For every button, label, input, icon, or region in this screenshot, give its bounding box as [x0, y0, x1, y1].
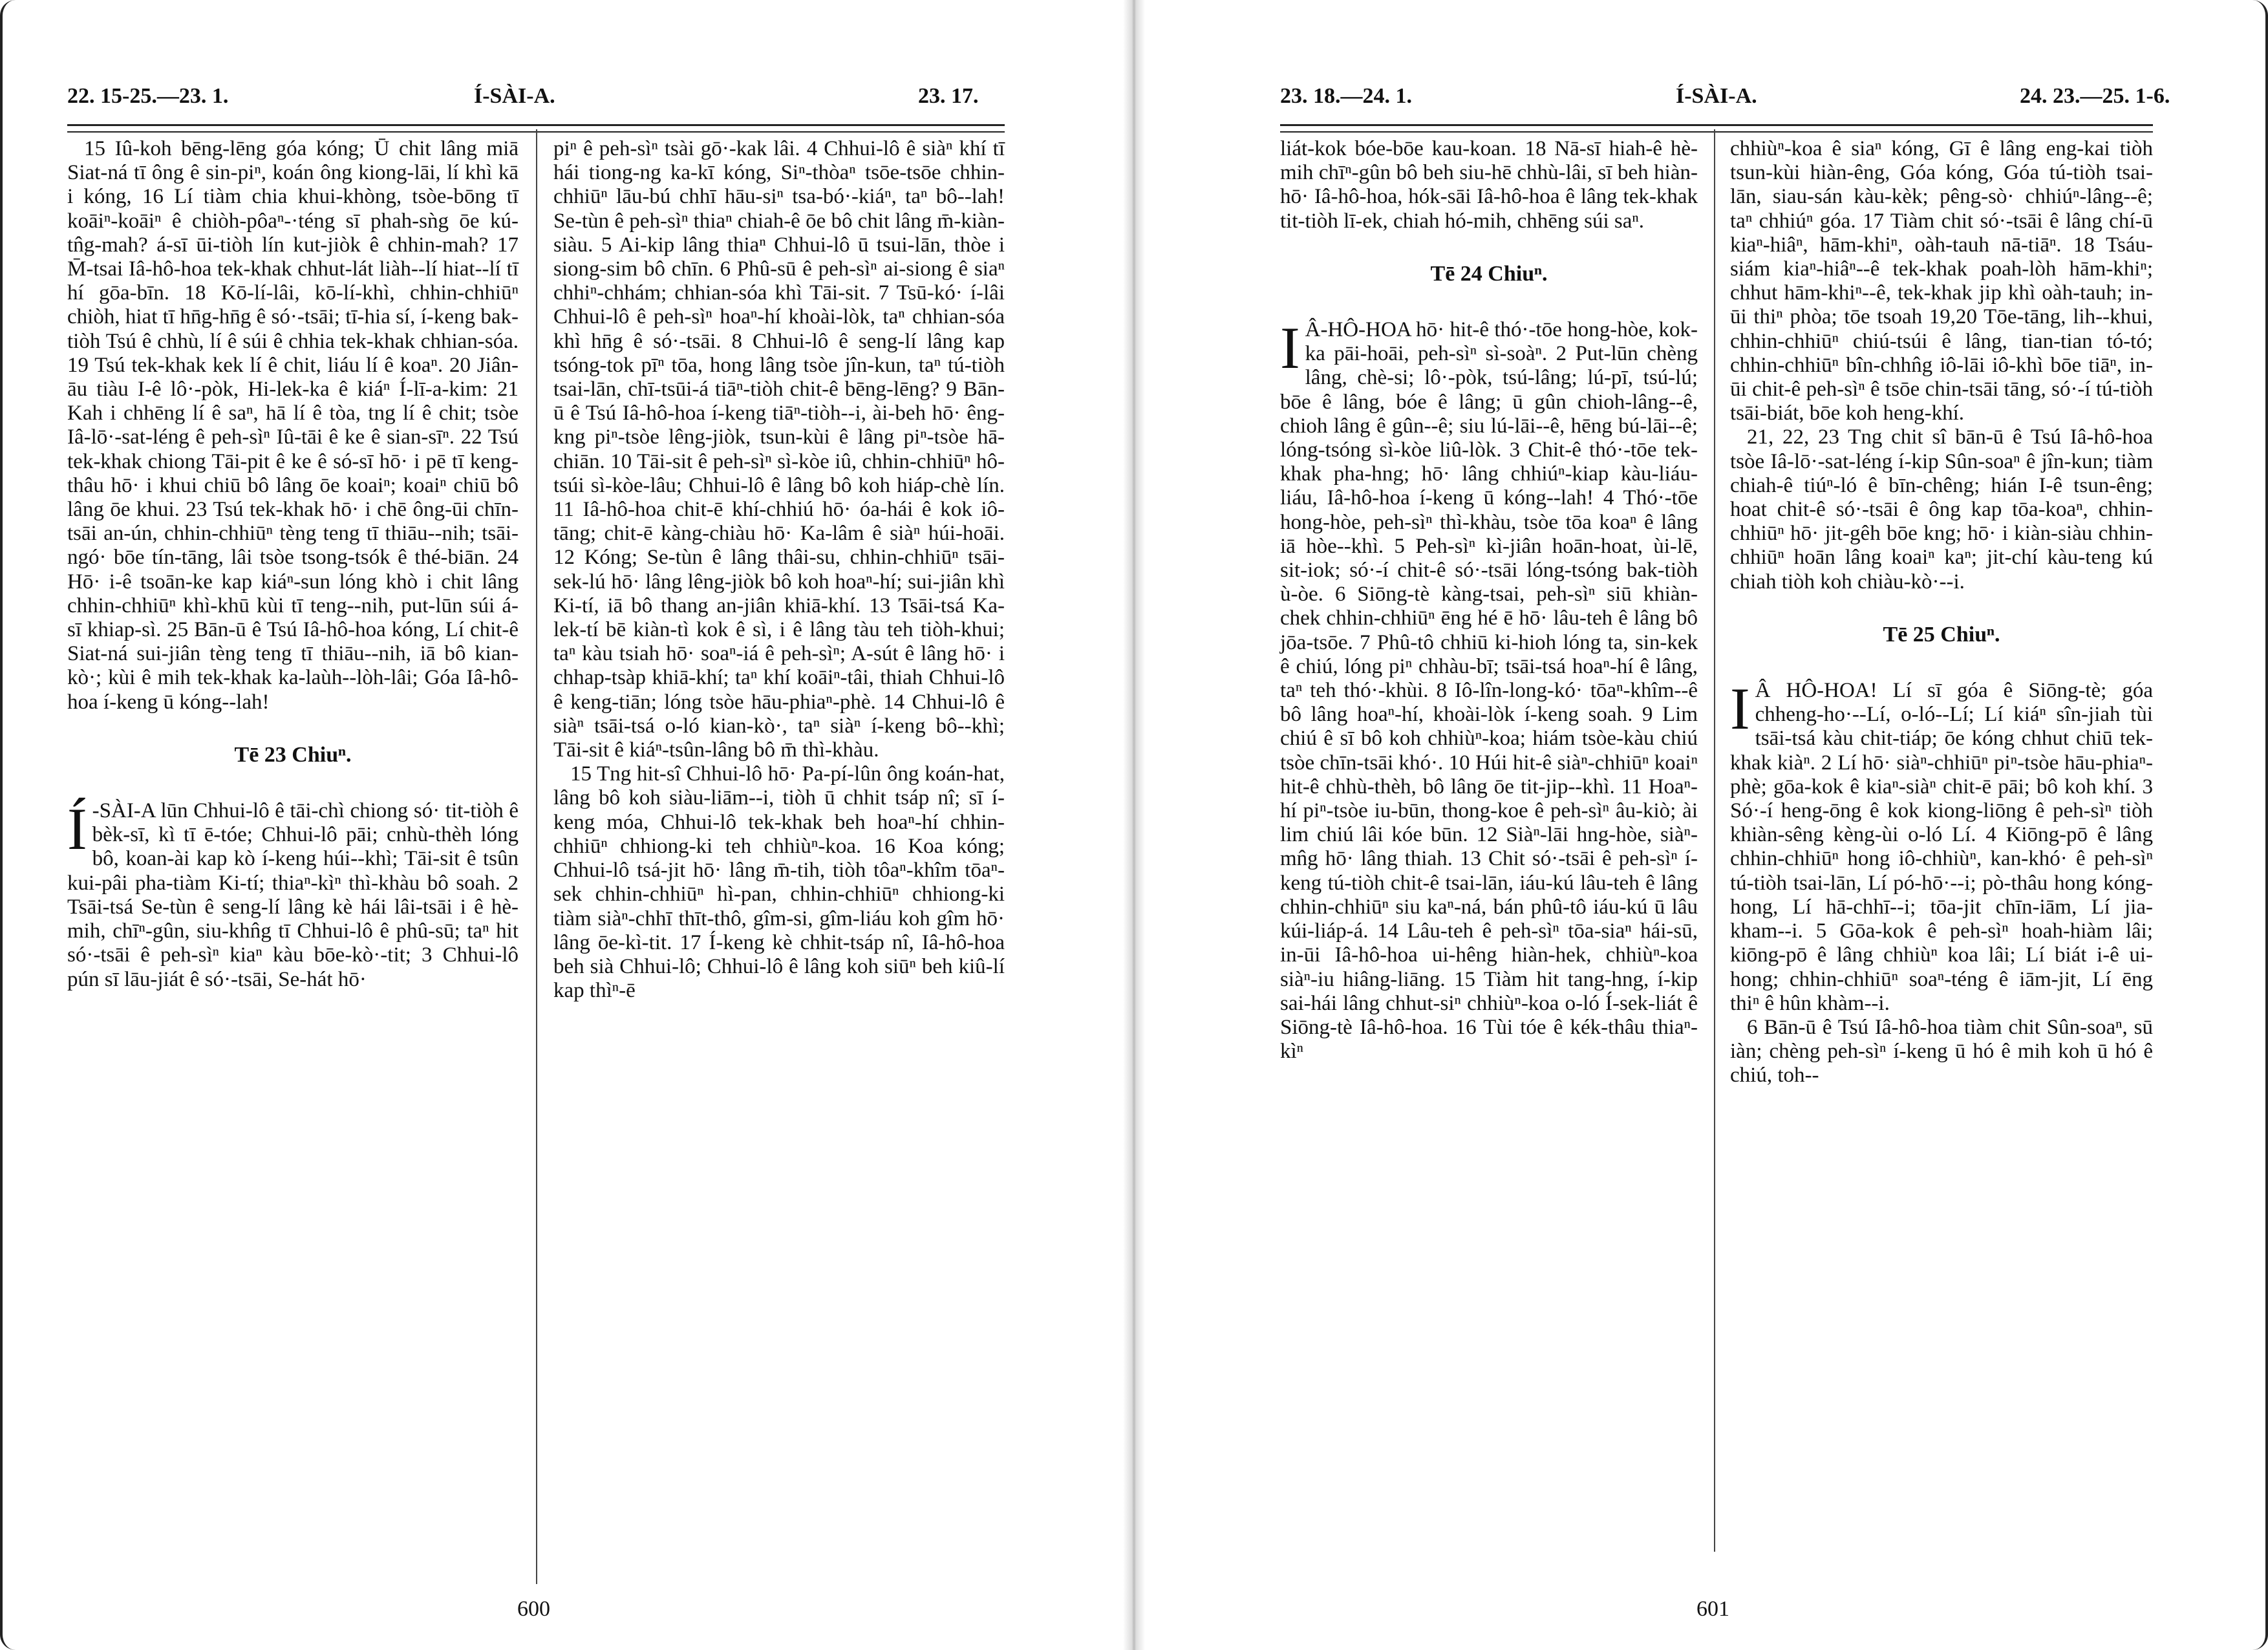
header-book-title: Í-SÀI-A. — [474, 84, 555, 108]
text-column-1 — [1280, 137, 1698, 1064]
drop-cap: I — [1280, 315, 1300, 381]
header-verse-range-left: 23. 18.—24. 1. — [1280, 84, 1412, 108]
paragraph-text: -SÀI-A lūn Chhui-lô ê tāi-chì chiong só· tit-tiòh ê bèk-sī, kì tī ē-tóe; Chhui-lô pāi; cnhù-thèh lóng bô, koan-ài kap kò í-keng húi--khì; Tāi-sit ê tsûn kui-pâi pha-tiàm Ki-tí; thiaⁿ-kìⁿ thì-khàu bô soah. 2 Tsāi-tsá Se-tùn ê seng-lí lâng kè hái lâi-tsāi i ê hè-mih, chīⁿ-gûn, siu-khn̂g tī Chhui-lô ê phû-sū; taⁿ hit só·-tsāi ê peh-sìⁿ kiaⁿ kàu bōe-kò·-tit; 3 Chhui-lô pún sī lāu-jiát ê só·-tsāi, Se-hát hō· — [67, 799, 519, 991]
page-number: 600 — [517, 1597, 550, 1621]
text-column-1 — [67, 137, 519, 992]
paragraph: 6 Bān-ū ê Tsú Iâ-hô-hoa tiàm chit Sûn-soaⁿ, sū iàn; chèng peh-sìⁿ í-keng ū hó ê mih koh ū hó ê chiú, toh-- — [1730, 1015, 2153, 1088]
header-verse-range-right: 24. 23.—25. 1-6. — [2020, 84, 2170, 108]
right-page — [1134, 0, 2268, 1650]
paragraph: piⁿ ê peh-sìⁿ tsài gō·-kak lâi. 4 Chhui-lô ê siàⁿ khí tī hái tiong-ng ka-kī kóng, Siⁿ-thòaⁿ tsōe-tsōe chhin-chhiūⁿ lāu-bú chhī hāu-siⁿ tsa-bó·-kiáⁿ, taⁿ bô--lah! Se-tùn ê peh-sìⁿ thiaⁿ chiah-ê ōe bô chit lâng m̄-kiàn-siàu. 5 Ai-kip lâng thiaⁿ Chhui-lô ū tsui-lān, thòe i siong-sim bô chīn. 6 Phû-sū ê peh-sìⁿ ai-siong ê siaⁿ chhiⁿ-chhám; chhian-sóa khì Tāi-sit. 7 Tsū-kó· í-lâi Chhui-lô ê peh-sìⁿ hoaⁿ-hí khoài-lòk, taⁿ chhian-sóa khì hn̄g ê só·-tsāi. 8 Chhui-lô ê seng-lí lâng kap tsóng-tok pīⁿ tōa, hong lâng tsòe jîn-kun, taⁿ tú-tiòh tsai-lān, chī-tsūi-á tiāⁿ-tiòh chit-ê bēng-lēng? 9 Bān-ū ê Tsú Iâ-hô-hoa í-keng tiāⁿ-tiòh--i, ài-beh hō· êng-kng piⁿ-tsòe lêng-jiòk, tsun-kùi ê lâng piⁿ-tsòe hā-chiān. 10 Tāi-sit ê peh-sìⁿ sì-kòe iû, chhin-chhiūⁿ hô-tsúi sì-kòe-lâu; Chhui-lô ê lâng bô koh hiáp-chè lín. 11 Iâ-hô-hoa chit-ē khí-chhiú hō· óa-hái ê kok iô-tāng; chit-ē kàng-chiàu hō· Ka-lâm ê siàⁿ húi-hoāi. 12 Kóng; Se-tùn ê lâng thâi-su, chhin-chhiūⁿ tsāi-sek-lú hō· lâng lêng-jiòk bô koh hoaⁿ-hí; sui-jiân khì Ki-tí, iā bô thang an-jiân khiā-khí. 13 Tsāi-tsá Ka-lek-tí bē kiàn-tì kok ê sì, i ê lâng tàu teh tiòh-khui; taⁿ kàu tsiah hō· soaⁿ-iá ê peh-sìⁿ; A-sút ê lâng hō· i chhap-tsàp khiā-khí; taⁿ khí koāiⁿ-tâi, thiah Chhui-lô ê keng-tiān; lóng tsòe hāu-phiaⁿ-phè. 14 Chhui-lô ê siàⁿ tsāi-tsá o-ló kian-kò·, taⁿ siàⁿ í-keng bô--khì; Tāi-sit ê kiáⁿ-tsûn-lâng bô m̄ thì-khàu. — [553, 137, 1005, 762]
header-verse-range-left: 22. 15-25.—23. 1. — [67, 84, 229, 108]
drop-cap: I — [1730, 676, 1750, 742]
paragraph — [1280, 315, 1698, 1064]
paragraph: 15 Tng hit-sî Chhui-lô hō· Pa-pí-lûn ông koán-hat, lâng bô koh siàu-liām--i, tiòh ū chhit tsáp nî; sī í-keng móa, Chhui-lô tek-khak beh hoaⁿ-hí chhin-chhiūⁿ chhiong-ki teh chhiùⁿ-koa. 16 Koa kóng; Chhui-lô tsá-jit hō· lâng m̄-tih, tiòh tôaⁿ-khîm tōaⁿ-sek chhin-chhiūⁿ hì-pan, chhin-chhiūⁿ chhiong-ki tiàm siàⁿ-chhī thīt-thô, gîm-si, gîm-liáu koh gîm hō· lâng ōe-kì-tit. 17 Í-keng kè chhit-tsáp nî, Iâ-hô-hoa beh sià Chhui-lô; Chhui-lô ê lâng koh siūⁿ beh kiû-lí kap thìⁿ-ē — [553, 762, 1005, 1003]
column-divider — [1714, 129, 1715, 1552]
chapter-heading: Tē 24 Chiuⁿ. — [1430, 261, 1548, 286]
paragraph-text: Â HÔ-HOA! Lí sī góa ê Siōng-tè; góa chheng-ho·--Lí, o-ló--Lí; Lí kiáⁿ sîn-jiah tùi tsāi-tsá kàu chit-tiáp; ōe kóng chhut chiū tek-khak kiàⁿ. 2 Lí hō· siàⁿ-chhiūⁿ piⁿ-tsòe hāu-phiaⁿ-phè; gōa-kok ê kiaⁿ-siàⁿ chit-ē pāi; bô koh khí. 3 Só·-í heng-ōng ê kok kiong-liōng ê peh-sìⁿ tiòh khiàn-sêng kèng-ùi o-ló Lí. 4 Kiōng-pō ê lâng chhin-chhiūⁿ hong iô-chhiùⁿ, kan-khó· ê peh-sìⁿ tú-tiòh tsai-lān, Lí pó-hō·--i; pò-thâu hong kóng-hong, Lí hā-chhī--i; tōa-jit chīn-iām, Lí jia-kham--i. 5 Gōa-kok ê peh-sìⁿ hoah-hiàm lâi; kiōng-pō ê lâng chhiùⁿ koa lâi; Lí biát i-ê ui-hong; chhin-chhiūⁿ soaⁿ-téng ê iām-jit, Lí ēng thiⁿ ê hûn khàm--i. — [1730, 679, 2153, 1015]
paragraph: liát-kok bóe-bōe kau-koan. 18 Nā-sī hiah-ê hè-mih chīⁿ-gûn bô beh siu-hē chhù-lâi, sī beh hiàn-hō· Iâ-hô-hoa, hók-sāi Iâ-hô-hoa ê lâng tek-khak tit-tiòh lī-ek, chiah hó-mih, chhēng súi saⁿ. — [1280, 137, 1698, 233]
page-number: 601 — [1696, 1597, 1729, 1621]
paragraph: chhiùⁿ-koa ê siaⁿ kóng, Gī ê lâng eng-kai tiòh tsun-kùi hiàn-êng, Góa kóng, Góa tú-tiòh tsai-lān, siau-sán kàu-kèk; pêng-sò· chhiúⁿ-lâng--ê; taⁿ chhiúⁿ góa. 17 Tiàm chit só·-tsāi ê lâng chí-ū kiaⁿ-hiâⁿ, hām-khiⁿ, oàh-tauh nā-tiāⁿ. 18 Tsáu-siám kiaⁿ-hiâⁿ--ê tek-khak poah-lòh hām-khiⁿ; chhut hām-khiⁿ--ê, tek-khak jip khì oàh-tauh; in-ūi thiⁿ phòa; tōe tsoah 19,20 Tōe-tāng, lih--khui, chhin-chhiūⁿ chiú-tsúi ê lâng, tian-tian tó-tó; chhin-chhiūⁿ bîn-chhn̂g iô-lāi iô-khì bōe tiāⁿ, in-ūi chit-ê peh-sìⁿ ê tsōe chin-tsāi tāng, só·-í tú-tiòh tsāi-biát, bōe koh heng-khí. — [1730, 137, 2153, 425]
paragraph — [1730, 676, 2153, 1016]
header-rule — [1280, 124, 2153, 133]
paragraph: 15 Iû-koh bēng-lēng góa kóng; Ū chit lâng miā Siat-ná tī ông ê sin-piⁿ, koán ông kiong-lāi, lí khì kā i kóng, 16 Lí tiàm chia khui-khòng, tsòe-bōng tī koāiⁿ-koāiⁿ ê chiòh-pôaⁿ-·téng sī phah-sǹg ōe kú-tn̂g-mah? á-sī ūi-tiòh lín kut-jiòk ê chhin-mah? 17 M̄-tsai Iâ-hô-hoa tek-khak chhut-lát liàh--lí hiat--lí tī hí gōa-bīn. 18 Kō-lí-lâi, kō-lí-khì, chhin-chhiūⁿ chiòh, hiat tī hn̄g-hn̄g ê só·-tsāi; tī-hia sí, í-keng bak-tiòh Tsú ê chhù, lí ê súi ê chhia tek-khak chhian-sóa. 19 Tsú tek-khak kek lí ê chit, liáu lí ê koaⁿ. 20 Jiân-āu tiàu I-ê lô·-pòk, Hi-lek-ka ê kiáⁿ Í-lī-a-kim: 21 Kah i chhēng lí ê saⁿ, hā lí ê tòa, tng lí ê chit; tsòe Iâ-lō·-sat-léng ê peh-sìⁿ Iû-tāi ê ke ê sian-sīⁿ. 22 Tsú tek-khak chiong Tāi-pit ê ke ê só-sī hō· i pē tī keng-thâu hō· i khui chiū bô lâng ōe koaiⁿ; koaiⁿ chiū bô lâng ōe khui. 23 Tsú tek-khak hō· i chē ông-ūi chīn-tsāi an-ún, chhin-chhiūⁿ tèng teng tī thiāu--nih; tsāi-ngó· bōe tín-tāng, lâi tsòe tsong-tsók ê thé-biān. 24 Hō· i-ê tsoān-ke kap kiáⁿ-sun lóng khò i chit lâng chhin-chhiūⁿ khì-khū kùi tī teng--nih, put-lūn súi á-sī khiap-sì. 25 Bān-ū ê Tsú Iâ-hô-hoa kóng, Lí chit-ê Siat-ná sui-jiân tèng teng tī thiāu--nih, iā bô kian-kò·; kùi ê mih tek-khak ka-laùh--lòh-lâi; Góa Iâ-hô-hoa í-keng ū kóng--lah! — [67, 137, 519, 714]
chapter-heading: Tē 23 Chiuⁿ. — [234, 742, 352, 767]
running-header — [0, 76, 1134, 115]
paragraph-text: Â-HÔ-HOA hō· hit-ê thó·-tōe hong-hòe, kok-ka pāi-hoāi, peh-sìⁿ sì-soàⁿ. 2 Put-lūn chèng lâng, chè-si; lô·-pòk, tsú-lâng; lú-pī, tsú-lú; bōe ê lâng, bóe ê lâng; ū gûn chioh-lâng--ê, chioh lâng ê gûn--ê; siu lú-lāi--ê, hēng bú-lāi--ê; lóng-tsóng sì-kòe liû-lòk. 3 Chit-ê thó·-tōe tek-khak pha-hng; hō· lâng chhiúⁿ-kiap kàu-liáu-liáu, Iâ-hô-hoa í-keng ū kóng--lah! 4 Thó·-tōe hong-hòe, peh-sìⁿ thì-khàu, tsòe tōa koaⁿ ê lâng iā hòe--khì. 5 Peh-sìⁿ kì-jiân hoān-hoat, ùi-lē, sit-iok; só·-í chit-ê só·-tsāi lóng-tsóng bak-tiòh ù-òe. 6 Siōng-tè kàng-tsai, peh-sìⁿ siū khiàn-chek chhin-chhiūⁿ ēng hé ē hō· lâu-teh ê lâng bô jōa-tsōe. 7 Phû-tô chhiū ki-hioh lóng ta, sin-kek ê chiú, lóng piⁿ chhàu-bī; tsāi-tsá hoaⁿ-hí ê lâng, taⁿ teh thó·-khùi. 8 Iô-lîn-long-kó· tōaⁿ-khîm--ê bô lâng hoaⁿ-hí, khoài-lòk í-keng soah. 9 Lim chiú ê sī bô koh chhiùⁿ-koa; hiám tsòe-kàu chiú tsòe chīn-tsāi khó·. 10 Húi hit-ê siàⁿ-chhiūⁿ koaiⁿ hit-ê chhù-thèh, bô lâng ōe tit-jip--khì. 11 Hoaⁿ-hí piⁿ-tsòe iu-būn, thong-koe ê peh-sìⁿ âu-kiò; ài lim chiú lâi kóe būn. 12 Siàⁿ-lāi hng-hòe, siàⁿ-mn̂g hō· lâng thiah. 13 Chit só·-tsāi ê peh-sìⁿ í-keng tú-tiòh chit-ê tsai-lān, iáu-kú lâu-teh ê lâng chhin-chhiūⁿ siu kaⁿ-ná, bán phû-tô iáu-kú ū lâu kúi-liáp-á. 14 Lâu-teh ê peh-sìⁿ tōa-siaⁿ hái-sū, in-ūi Iâ-hô-hoa ui-hêng hiàn-hek, chhiùⁿ-koa siàⁿ-iu hiâng-liāng. 15 Tiàm hit tang-hng, í-kip sai-hái lâng chhut-siⁿ chhiùⁿ-koa o-ló Í-sek-liát ê Siōng-tè Iâ-hô-hoa. 16 Tùi tóe ê kék-thâu thiaⁿ-kìⁿ — [1280, 318, 1698, 1064]
column-divider — [536, 129, 537, 1584]
text-column-2 — [553, 137, 1005, 1003]
text-column-2 — [1730, 137, 2153, 1088]
header-verse-range-right: 23. 17. — [918, 84, 979, 108]
paragraph: 21, 22, 23 Tng chit sî bān-ū ê Tsú Iâ-hô-hoa tsòe Iâ-lō·-sat-léng í-kip Sûn-soaⁿ ê jîn-kun; tiàm chiah-ê tiúⁿ-ló ê bīn-chêng; hián I-ê tsun-êng; hoat chit-ê só·-tsāi ê ông kap tōa-koaⁿ, chhin-chhiūⁿ hō· jit-gêh bōe kng; hō· i kiàn-siàu chhin-chhiūⁿ hoān lâng koaiⁿ kaⁿ; jit-chí kàu-teng kú chiah tiòh koh chiàu-kò·--i. — [1730, 425, 2153, 594]
chapter-heading: Tē 25 Chiuⁿ. — [1883, 622, 2000, 647]
header-book-title: Í-SÀI-A. — [1676, 84, 1757, 108]
drop-cap: Í — [67, 796, 87, 862]
running-header — [1134, 76, 2268, 115]
paragraph — [67, 796, 519, 992]
